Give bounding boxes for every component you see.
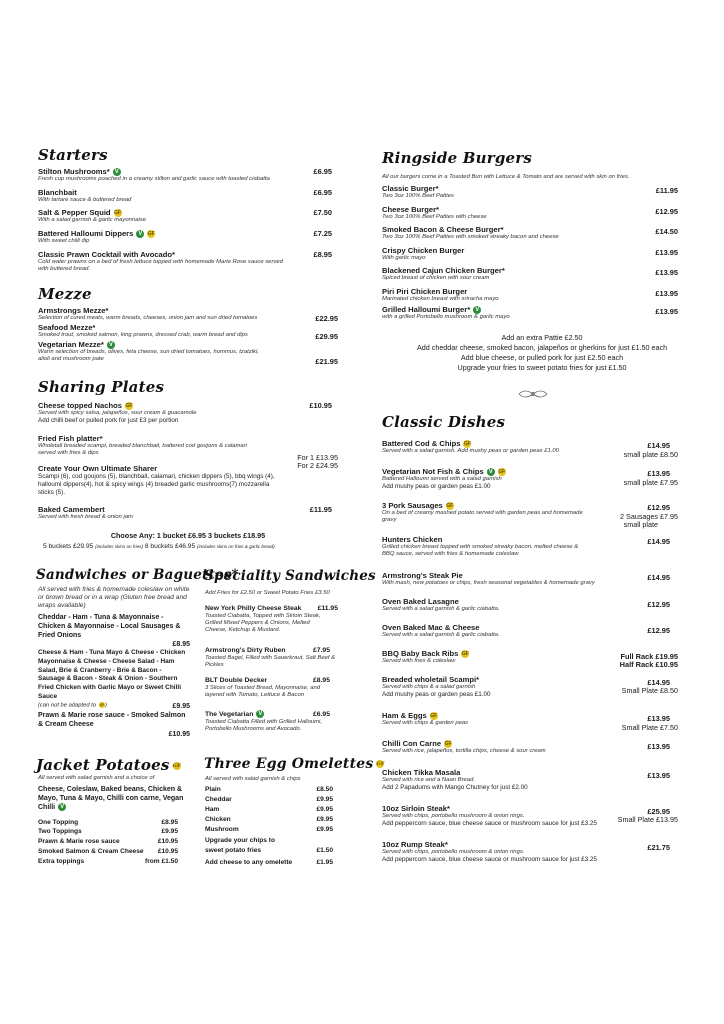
classic-heading: Classic Dishes xyxy=(382,413,506,431)
starter-item: Battered Halloumi Dippers V GF With sweet chilli dip £7.25 xyxy=(38,229,332,244)
classic-item: 10oz Rump Steak* Served with chips, portobello mushroom & onion rings. Add peppercorn sauce, blue cheese sauce or mushroom sauce for just £3.25 £21.75 xyxy=(382,840,670,863)
omelette-row: Ham £9.95 xyxy=(205,806,333,813)
gluten-free-icon: GF xyxy=(464,441,471,447)
mezze-heading: Mezze xyxy=(38,285,92,303)
sharing-heading: Sharing Plates xyxy=(38,378,165,396)
starter-item: Stilton Mushrooms* V Fresh cup mushrooms poached in a creamy stilton and garlic sauce with toasted ciabatta £6.95 xyxy=(38,167,332,182)
mezze-item: Seafood Mezze* Smoked trout, smoked salmon, king prawns, dressed crab, warm bread and dips £29.95 xyxy=(38,323,338,341)
speciality-item: Armstrong's Dirty Ruben £7.95 Toasted Bagel, Filled with Sauerkraut, Salt Beef & Pickles xyxy=(205,647,336,668)
burger-item: Piri Piri Chicken Burger Marinated chicken breast with sriracha mayo £13.95 xyxy=(382,287,678,302)
burger-item: Cheese Burger* Two 3oz 100% Beef Patties with cheese £12.95 xyxy=(382,205,678,220)
starter-item: Salt & Pepper Squid GF With a salad garnish & garlic mayonnaise £7.50 xyxy=(38,208,332,223)
jacket-row: Prawn & Marie rose sauce £10.95 xyxy=(38,838,178,845)
vegetarian-icon: V xyxy=(60,804,65,811)
mezze-item: Armstrongs Mezze* Selection of cured meats, warm breads, cheeses, onion jam and sun dried tomatoes £22.95 xyxy=(38,306,338,323)
vegetarian-icon: V xyxy=(114,169,119,175)
vegetarian-icon: V xyxy=(258,711,263,718)
left-column xyxy=(36,0,385,1024)
vegetarian-icon: V xyxy=(475,307,480,313)
gluten-free-icon: GF xyxy=(498,469,506,475)
burger-item: Grilled Halloumi Burger* V with a grilled Portobello mushroom & garlic mayo £13.95 xyxy=(382,305,678,320)
omelette-row: Cheddar £9.95 xyxy=(205,796,333,803)
speciality-block: Add Fries for £2.50 or Sweet Potato Fries £3.50 xyxy=(205,590,330,596)
jacket-heading: Jacket Potatoes GF xyxy=(36,756,181,774)
burger-item: Crispy Chicken Burger With garlic mayo £13.95 xyxy=(382,246,678,261)
starter-item: Blanchbait With tartare sauce & buttered bread £6.95 xyxy=(38,188,332,203)
omelette-row: Chicken £9.95 xyxy=(205,816,333,823)
classic-item: Oven Baked Lasagne Served with a salad garnish & garlic ciabatta. £12.95 xyxy=(382,597,670,612)
gluten-free-icon: GF xyxy=(147,231,155,237)
classic-item: Chicken Tikka Masala Served with rice and a Naan Bread. Add 2 Papadums with Mango Chutney for just £2.00 £13.95 xyxy=(382,768,670,791)
starter-item: Classic Prawn Cocktail with Avocado* Cold water prawns on a bed of fresh lettuce topped with homemade Marie Rose sauce served with buttered bread. £8.95 xyxy=(38,250,332,272)
gluten-free-icon: GF xyxy=(114,210,122,216)
gluten-free-icon: GF xyxy=(172,763,181,769)
jacket-row: One Topping £8.95 xyxy=(38,819,178,826)
gluten-free-icon: GF xyxy=(376,761,385,767)
speciality-heading: Speciality Sandwiches xyxy=(204,568,376,584)
sandwiches-heading: Sandwiches or Baguettes* xyxy=(36,567,239,583)
sharing-item: Create Your Own Ultimate Sharer Scampi (6), cod goujons (5), blanchbait, calamari, chicken dippers (5), bbq wings (4), halloumi dippers(4), hot & spicy wings (4) breaded garlic mushrooms(7) mozzarella sticks (5). xyxy=(38,464,275,496)
classic-item: Battered Cod & Chips GF Served with a salad garnish. Add mushy peas or garden peas £1.00 £14.95 small plate £8.50 xyxy=(382,439,678,459)
vegetarian-icon: V xyxy=(488,469,493,475)
classic-item: Breaded wholetail Scampi* Served with chips & a salad garnish Add mushy peas or garden peas £1.00 £14.95 Small Plate £8.50 xyxy=(382,675,678,698)
speciality-items xyxy=(205,604,338,744)
omelettes-heading: Three Egg Omelettes GF xyxy=(204,756,385,772)
speciality-item: New York Philly Cheese Steak £11.95 Toasted Ciabatta, Topped with Sirloin Steak, Grilled Mixed Peppers & Onions, Melted Cheese, Ketchup & Mustard. xyxy=(205,605,338,633)
speciality-item: BLT Double Decker £8.95 3 Slices of Toasted Bread, Mayonnaise, and layered with Tomato, Lettuce & Bacon xyxy=(205,677,330,698)
classic-item: Hunters Chicken Grilled chicken breast topped with smoked streaky bacon, melted cheese & BBQ sauce, served with fries & homemade coleslaw £14.95 xyxy=(382,535,670,557)
classic-item: 3 Pork Sausages GF On a bed of creamy mashed potato served with garden peas and homemade gravy £12.95 2 Sausages £7.95 small plate xyxy=(382,501,678,529)
classic-item: Chilli Con Carne GF Served with rice, jalapeños, tortilla chips, cheese & sour cream £13.95 xyxy=(382,739,670,754)
jacket-row: Extra toppings from £1.50 xyxy=(38,858,178,865)
burgers-heading: Ringside Burgers xyxy=(382,149,533,167)
speciality-item: The Vegetarian V £6.95 Toasted Ciabatta Filled with Grilled Halloumi, Portobello Mushrooms and Avocado. xyxy=(205,711,330,732)
classic-item: BBQ Baby Back Ribs GF Served with fries & coleslaw Full Rack £19.95 Half Rack £10.95 xyxy=(382,649,678,669)
sharing-item: Cheese topped Nachos GF Served with spicy salsa, jalapeños, sour cream & guacamole Add chilli beef or pulled pork for just £3 per portion £10.95 xyxy=(38,401,332,424)
bucket-offer: Choose Any: 1 bucket £6.95 3 buckets £18.95 xyxy=(110,531,266,540)
jacket-block: All served with salad garnish and a choice of Cheese, Coleslaw, Baked beans, Chicken & Mayo, Tuna & Mayo, Chilli con carne, Vegan Chilli V xyxy=(38,775,184,811)
classic-item: Ham & Eggs GF Served with chips & garden peas £13.95 Small Plate £7.50 xyxy=(382,711,678,732)
gluten-free-icon: GF xyxy=(461,651,469,657)
bucket-offer-2: 5 buckets £29.95 (includes skins on fries) 8 buckets £46.95 (includes skins on fries & garlic bread) xyxy=(43,543,275,550)
gluten-free-icon: GF xyxy=(446,503,454,509)
jacket-row: Two Toppings £9.95 xyxy=(38,828,178,835)
adapt-note: (can not be adapted to GF) £9.95 xyxy=(38,702,190,710)
gluten-free-icon: GF xyxy=(125,403,133,409)
burgers-intro: All our burgers come in a Toasted Bun with Lettuce & Tomato and are served with skin on fries. xyxy=(382,174,630,180)
sharing-item: Fried Fish platter* Wholetail breaded scampi, breaded blanchbait, battered cod goujons & calamari served with fries & dips For 1 £13.95 For 2 £24.95 xyxy=(38,434,338,470)
right-column xyxy=(382,0,684,1024)
vegetarian-icon: V xyxy=(108,342,113,348)
mezze-item: Vegetarian Mezze* V Warm selection of breads, olives, feta cheese, sun dried tomatoes, hummus, tzatziki, alioli and mushroom pate £21.95 xyxy=(38,340,338,366)
classic-item: Oven Baked Mac & Cheese Served with a salad garnish & garlic ciabatta. £12.95 xyxy=(382,623,670,638)
classic-item: Vegetarian Not Fish & Chips V GF Battered Halloumi served with a salad garnish Add mushy peas or garden peas £1.00 £13.95 small plate £7.95 xyxy=(382,467,678,490)
starters-heading: Starters xyxy=(38,146,108,164)
omelette-row: Plain £8.50 xyxy=(205,786,333,793)
gluten-free-icon: GF xyxy=(430,713,438,719)
omelette-upgrade: sweet potato fries £1.50 xyxy=(205,847,333,854)
sharing-item: Baked Camembert Served with fresh bread & onion jam £11.95 xyxy=(38,505,332,520)
ornament-divider-icon xyxy=(518,388,548,400)
burger-item: Blackened Cajun Chicken Burger* Spiced breast of chicken with sour cream £13.95 xyxy=(382,266,678,281)
sandwiches-block: All served with fries & homemade coleslaw on white or brown bread or in a wrap (Gluten free bread and wraps available) Cheddar - Ham - Tuna & Mayonnaise - Chicken & Mayonnaise - Local Sausages & Fried Onions £8.95 Cheese & Ham - Tuna Mayo & Cheese - Chicken Mayonnaise & Cheese - Cheese Salad - Ham Salad, Brie & Cranberry - Brie & Bacon - Sausage & Bacon - Steak & Onion - Southern Fried Chicken with Garlic Mayo or Sweet Chilli Sauce (can not be adapted to GF) £9.95 Prawn & Marie rose sauce - Smoked Salmon & Cream Cheese £10.95 xyxy=(38,586,190,738)
classic-item: 10oz Sirloin Steak* Served with chips, portobello mushroom & onion rings. Add peppercorn sauce, blue cheese sauce or mushroom sauce for just £3.25 £25.95 Small Plate £13.95 xyxy=(382,804,678,827)
omelette-addcheese: Add cheese to any omelette £1.95 xyxy=(205,859,333,866)
jacket-prices xyxy=(38,819,178,869)
omelettes-prices xyxy=(205,786,333,872)
omelette-row: Mushroom £9.95 xyxy=(205,826,333,833)
jacket-row: Smoked Salmon & Cream Cheese £10.95 xyxy=(38,848,178,855)
burger-item: Smoked Bacon & Cheese Burger* Two 3oz 100% Beef Patties with smoked streaky bacon and cheese £14.50 xyxy=(382,225,678,240)
omelettes-intro: All served with salad garnish & chips xyxy=(205,776,301,782)
vegetarian-icon: V xyxy=(138,231,143,237)
burger-extras: Add an extra Pattie £2.50 Add cheddar cheese, smoked bacon, jalapeños or gherkins for just £1.50 each Add blue cheese, or pulled pork for just £2.50 each Upgrade your fries to sweet potato fries for just £1.50 xyxy=(416,333,668,372)
burger-item: Classic Burger* Two 3oz 100% Beef Patties £11.95 xyxy=(382,184,678,199)
omelette-upgrade: Upgrade your chips to xyxy=(205,837,275,844)
gluten-free-icon: GF xyxy=(444,741,452,747)
classic-item: Armstrong's Steak Pie With mash, new potatoes or chips, fresh seasonal vegetables & homemade gravy £14.95 xyxy=(382,571,670,586)
gluten-free-icon: GF xyxy=(99,702,105,707)
